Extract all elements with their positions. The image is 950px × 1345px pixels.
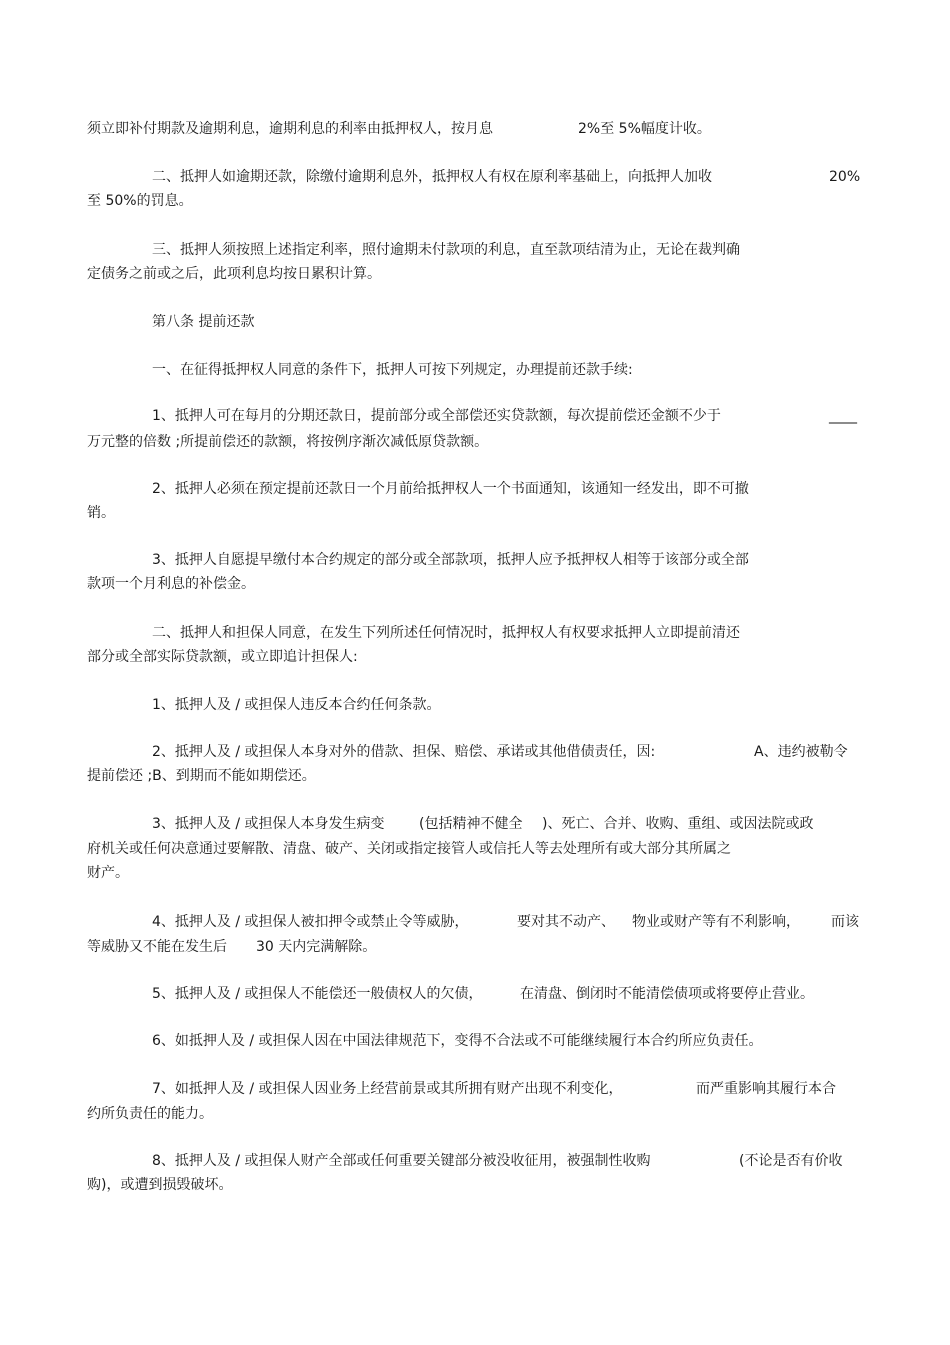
- text-line: 1、抵押人可在每月的分期还款日，提前部分或全部偿还实贷款额，每次提前偿还金额不少于: [152, 408, 721, 424]
- text-fragment: (不论是否有价收: [739, 1153, 843, 1169]
- text-fragment: 在清盘、倒闭时不能清偿债项或将要停止营业。: [520, 986, 814, 1002]
- text-line: 销。: [87, 505, 115, 521]
- text-line: 款项一个月利息的补偿金。: [87, 576, 255, 592]
- text-fragment: 2%至 5%幅度计收。: [578, 121, 711, 137]
- text-line: 6、如抵押人及 / 或担保人因在中国法律规范下，变得不合法或不可能继续履行本合约所应负责任。: [152, 1033, 763, 1049]
- text-fragment: )、死亡、合并、收购、重组、或因法院或政: [542, 816, 814, 832]
- text-line: 2、抵押人必须在预定提前还款日一个月前给抵押权人一个书面通知，该通知一经发出，即不可撤: [152, 481, 749, 497]
- text-line: 购)，或遭到损毁破坏。: [87, 1177, 233, 1193]
- text-line: 二、抵押人和担保人同意，在发生下列所述任何情况时，抵押权人有权要求抵押人立即提前清还: [152, 625, 740, 641]
- text-fragment: 而严重影响其履行本合: [696, 1081, 836, 1097]
- text-line: 2、抵押人及 / 或担保人本身对外的借款、担保、赔偿、承诺或其他借债责任，因:: [152, 744, 656, 760]
- text-line: 财产。: [87, 865, 129, 881]
- text-line: 5、抵押人及 / 或担保人不能偿还一般债权人的欠债，: [152, 986, 483, 1002]
- text-line: 等威胁又不能在发生后: [87, 939, 227, 955]
- blank-field: ____: [829, 408, 857, 424]
- text-line: 万元整的倍数 ;所提前偿还的款额，将按例序渐次减低原贷款额。: [87, 434, 489, 450]
- text-line: 一、在征得抵押权人同意的条件下，抵押人可按下列规定，办理提前还款手续:: [152, 362, 633, 378]
- text-fragment: 而该: [831, 914, 859, 930]
- text-line: 三、抵押人须按照上述指定利率，照付逾期未付款项的利息，直至款项结清为止，无论在裁判确: [152, 242, 740, 258]
- text-fragment: 物业或财产等有不利影响，: [632, 914, 800, 930]
- text-line: 部分或全部实际贷款额，或立即追计担保人:: [87, 649, 358, 665]
- text-line: 府机关或任何决意通过要解散、清盘、破产、关闭或指定接管人或信托人等去处理所有或大部分其所属之: [87, 841, 731, 857]
- text-fragment: (包括精神不健全: [419, 816, 523, 832]
- text-line: 1、抵押人及 / 或担保人违反本合约任何条款。: [152, 697, 441, 713]
- text-fragment: 30 天内完满解除。: [256, 939, 377, 955]
- text-line: 二、抵押人如逾期还款，除缴付逾期利息外，抵押权人有权在原利率基础上，向抵押人加收: [152, 169, 712, 185]
- text-line: 7、如抵押人及 / 或担保人因业务上经营前景或其所拥有财产出现不利变化，: [152, 1081, 623, 1097]
- text-line: 提前偿还 ;B、到期而不能如期偿还。: [87, 768, 316, 784]
- text-fragment: 要对其不动产、: [517, 914, 615, 930]
- text-line: 3、抵押人及 / 或担保人本身发生病变: [152, 816, 385, 832]
- text-fragment: A、违约被勒令: [754, 744, 848, 760]
- text-line: 8、抵押人及 / 或担保人财产全部或任何重要关键部分被没收征用，被强制性收购: [152, 1153, 651, 1169]
- text-line: 须立即补付期款及逾期利息，逾期利息的利率由抵押权人，按月息: [87, 121, 493, 137]
- text-line: 3、抵押人自愿提早缴付本合约规定的部分或全部款项，抵押人应予抵押权人相等于该部分或全部: [152, 552, 749, 568]
- text-line: 至 50%的罚息。: [87, 193, 193, 209]
- text-fragment: 20%: [829, 169, 861, 185]
- section-heading: 第八条 提前还款: [152, 314, 255, 330]
- text-line: 约所负责任的能力。: [87, 1106, 213, 1122]
- text-line: 定债务之前或之后，此项利息均按日累积计算。: [87, 266, 381, 282]
- text-line: 4、抵押人及 / 或担保人被扣押令或禁止令等威胁，: [152, 914, 469, 930]
